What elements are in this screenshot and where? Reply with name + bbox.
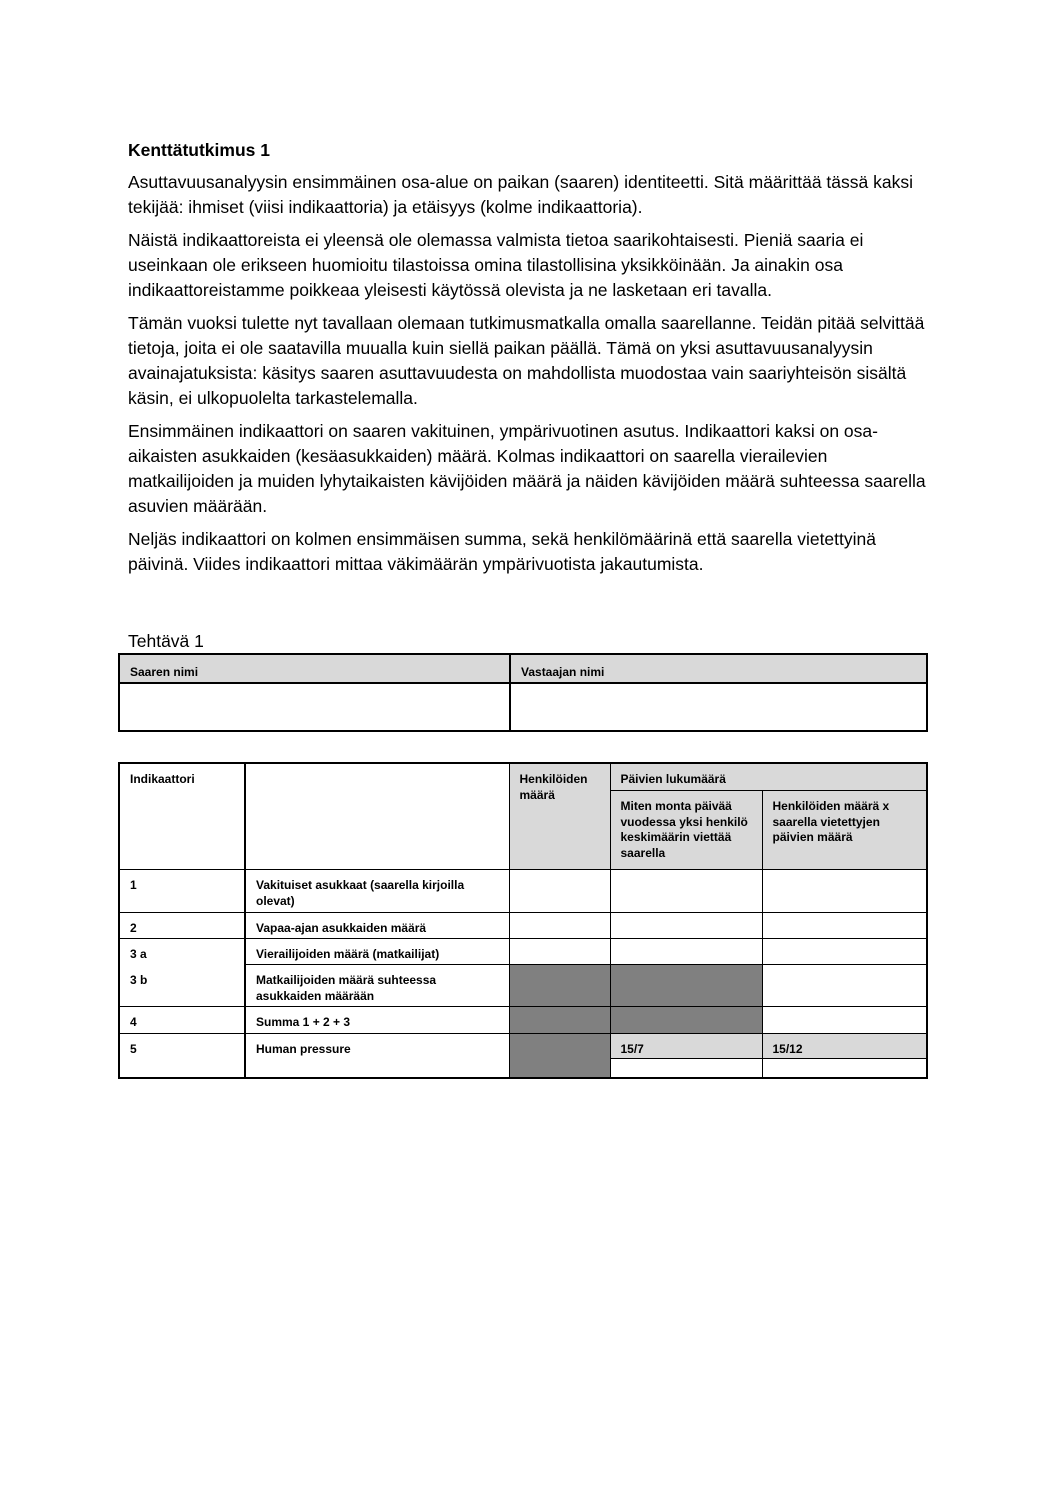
row-number: 1 [119, 870, 245, 913]
document-heading: Kenttätutkimus 1 [128, 140, 270, 160]
header-days: Päivien lukumäärä [610, 763, 927, 791]
row-label: Vierailijoiden määrä (matkailijat) [245, 939, 509, 965]
header-days-total: Henkilöiden määrä x saarella vietettyjen päivien määrä [762, 791, 927, 870]
row-label: Vakituiset asukkaat (saarella kirjoilla olevat) [245, 870, 509, 913]
days-total-cell[interactable] [762, 965, 927, 1007]
table-row [119, 913, 927, 939]
date-value-cell-2[interactable] [762, 1058, 927, 1078]
respondent-name-field[interactable] [510, 683, 927, 731]
date-label-2: 15/12 [762, 1034, 927, 1059]
persons-cell[interactable] [509, 870, 610, 913]
days-total-cell[interactable] [762, 913, 927, 939]
shaded-cell [509, 1007, 610, 1034]
days-average-cell[interactable] [610, 913, 762, 939]
date-value-cell-1[interactable] [610, 1058, 762, 1078]
days-total-cell[interactable] [762, 1007, 927, 1034]
indicator-table [118, 762, 928, 1079]
persons-cell[interactable] [509, 913, 610, 939]
header-blank [245, 763, 509, 870]
respondent-name-label: Vastaajan nimi [510, 654, 927, 683]
row-number: 2 [119, 913, 245, 939]
respondent-form-table [118, 653, 928, 732]
document-body [128, 139, 928, 585]
table-row [119, 1007, 927, 1034]
row-label: Summa 1 + 2 + 3 [245, 1007, 509, 1034]
row-number: 3 a [119, 939, 245, 965]
row-label: Vapaa-ajan asukkaiden määrä [245, 913, 509, 939]
shaded-cell [610, 1007, 762, 1034]
row-number: 3 b [119, 965, 245, 1007]
paragraph-4: Ensimmäinen indikaattori on saaren vakituinen, ympärivuotinen asutus. Indikaattori kaksi on osa-aikaisten asukkaiden (kesäasukkaiden) määrä. Kolmas indikaattori on saarella vierailevien matkailijoiden ja muiden lyhytaikaisten kävijöiden määrä ja näiden kävijöiden määrä suhteessa saarella asuvien määrään. [128, 421, 926, 516]
header-days-average: Miten monta päivää vuodessa yksi henkilö keskimäärin viettää saarella [610, 791, 762, 870]
table-row [119, 965, 927, 1007]
persons-cell[interactable] [509, 939, 610, 965]
table-row [119, 939, 927, 965]
row-label: Human pressure [245, 1034, 509, 1078]
paragraph-5: Neljäs indikaattori on kolmen ensimmäisen summa, sekä henkilömäärinä että saarella vietettyinä päivinä. Viides indikaattori mittaa väkimäärän ympärivuotista jakautumista. [128, 529, 876, 574]
paragraph-3: Tämän vuoksi tulette nyt tavallaan olemaan tutkimusmatkalla omalla saarellanne. Teidän pitää selvittää tietoja, joita ei ole saatavilla muualla kuin siellä paikan päällä. Tämä on yksi asuttavuusanalyysin avainajatuksista: käsitys saaren asuttavuudesta on mahdollista muodostaa vain saariyhteisön sisältä käsin, ei ulkopuolelta tarkastelemalla. [128, 313, 925, 408]
days-total-cell[interactable] [762, 939, 927, 965]
header-persons: Henkilöiden määrä [509, 763, 610, 870]
shaded-cell [509, 965, 610, 1007]
header-indicator: Indikaattori [119, 763, 245, 870]
task-label: Tehtävä 1 [128, 631, 204, 651]
shaded-cell [509, 1034, 610, 1078]
row-number: 5 [119, 1034, 245, 1078]
paragraph-1: Asuttavuusanalyysin ensimmäinen osa-alue on paikan (saaren) identiteetti. Sitä määrittää tässä kaksi tekijää: ihmiset (viisi indikaattoria) ja etäisyys (kolme indikaattoria). [128, 172, 913, 217]
days-total-cell[interactable] [762, 870, 927, 913]
row-label: Matkailijoiden määrä suhteessa asukkaiden määrään [245, 965, 509, 1007]
shaded-cell [610, 965, 762, 1007]
table-row [119, 870, 927, 913]
date-label-1: 15/7 [610, 1034, 762, 1059]
row-number: 4 [119, 1007, 245, 1034]
days-average-cell[interactable] [610, 939, 762, 965]
table-row [119, 1034, 927, 1059]
days-average-cell[interactable] [610, 870, 762, 913]
island-name-label: Saaren nimi [119, 654, 510, 683]
island-name-field[interactable] [119, 683, 510, 731]
paragraph-2: Näistä indikaattoreista ei yleensä ole olemassa valmista tietoa saarikohtaisesti. Pieniä saaria ei useinkaan ole erikseen huomioitu tilastoissa omina tilastollisina yksikköinään. Ja ainakin osa indikaattoreistamme poikkeaa yleisesti käytössä olevista ja ne lasketaan eri tavalla. [128, 230, 864, 300]
